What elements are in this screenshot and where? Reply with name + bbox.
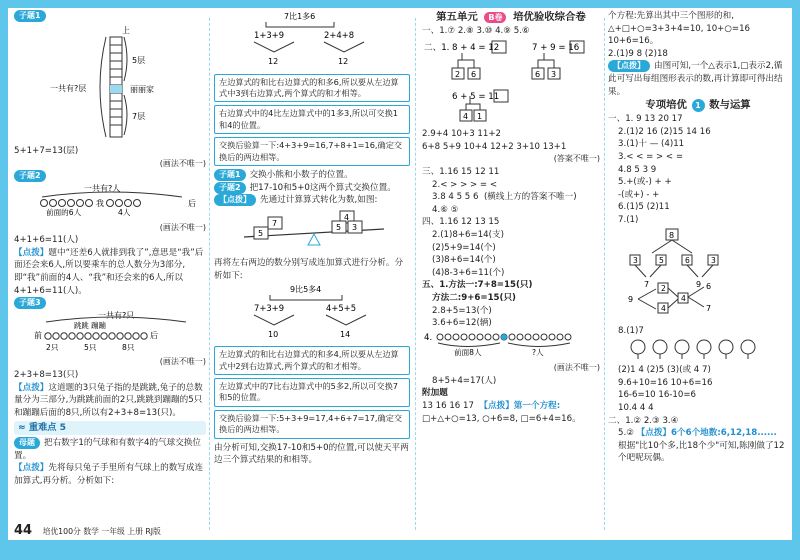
ans-a5: 4.8 5 3 9 — [618, 164, 657, 175]
apple-trees — [608, 338, 788, 360]
answer-q3-3: 3.8 4 5 5 6 (横线上方的答案不唯一) — [432, 192, 577, 203]
floor7-label: 7层 — [132, 111, 146, 121]
section-number-badge: 1 — [692, 99, 705, 112]
column-4 — [608, 10, 788, 538]
block-5b: 5 — [336, 222, 342, 232]
left-sum-2: 10 — [268, 329, 279, 339]
answer-q3-4: 4.⑥ ⑤ — [432, 204, 459, 215]
tip-2: 【点拨】这道题的3只兔子指的是跳跳,兔子的总数量分为三部分,为跳跳前面的2只,跳跳到蹦蹦的5只和蹦蹦后面的8只,所以有2+3+8=13(只)。 — [14, 382, 203, 418]
note-box-3: 交换后验算一下:4+3+9=16,7+8+1=16,确定交换后的两边相等。 — [214, 137, 410, 166]
ans-a10: 8.(1)7 — [618, 326, 644, 337]
seg-b-label: 5只 — [84, 342, 97, 352]
floor5-label: 5层 — [132, 55, 146, 65]
seg-a-label: 2只 — [46, 342, 59, 352]
ans-b3: 根据"比10个多,比18个少"可知,陈刚做了12个吧呢玩偶。 — [618, 440, 785, 464]
unit-title-text: 第五单元 — [436, 11, 478, 23]
svg-text:3: 3 — [551, 69, 557, 79]
answer-q4-5: (4)8-3+6=11(个) — [432, 267, 505, 278]
column-separator — [209, 18, 210, 530]
answer-q4-2: 2.(1)8+6=14(支) — [432, 229, 504, 240]
ans-a2: 2.(1)2 16 (2)15 14 16 — [618, 126, 711, 137]
svg-text:2: 2 — [455, 69, 461, 79]
note-box-1: 左边算式的和比右边算式的和多6,所以要从左边算式中3到右边算式,两个算式的和才相等。 — [214, 74, 410, 103]
right-sum-2: 14 — [340, 329, 351, 339]
mother-question: 母题 把右数字1的气球和有数字4的气球交换位置。 — [14, 438, 202, 461]
subtopic-1-tag: 子题1 — [14, 10, 46, 22]
page-number: 44 — [14, 523, 33, 538]
total-people-label: 一共有?人 — [84, 183, 121, 193]
svg-text:6: 6 — [471, 69, 477, 79]
back-label: ?人 — [532, 347, 544, 357]
col4-p2: △+□+○=3+3+4=10, 10+○=16 — [608, 23, 751, 34]
paper-badge: B卷 — [484, 12, 506, 23]
col4-p3: 10+6=16。 — [608, 36, 659, 47]
ans-a14: 10.4 4 4 — [618, 403, 654, 414]
top-label: 上 — [122, 25, 130, 35]
queue-diagram — [14, 183, 204, 217]
svg-text:4: 4 — [463, 111, 469, 121]
answer-q4-4: (3)8+6=14(个) — [432, 255, 496, 266]
left-expression-2: 7+3+9 — [254, 302, 285, 313]
number-tree-diagram — [608, 227, 788, 321]
decompose-eq-1: 8 + 4 = 12 — [452, 42, 500, 53]
unit-subtitle: 培优验收综合卷 — [513, 11, 586, 23]
column-2 — [214, 10, 410, 538]
workbook-page — [8, 8, 792, 540]
subtopic-2-tag: 子题2 — [14, 170, 46, 182]
svg-text:4: 4 — [661, 303, 666, 313]
right-expression-2: 4+5+5 — [326, 302, 357, 313]
decompose-eq-3: 6 + 5 = 11 — [452, 91, 500, 102]
balance-diagram-1 — [214, 10, 410, 66]
back-people-label: 4人 — [118, 207, 131, 217]
eq-1: 5+1+7=13(层) — [14, 146, 79, 157]
footer-text: 培优100分 数学 一年级 上册 RJ版 — [42, 527, 161, 536]
ans-a8: 6.(1)5 (2)11 — [618, 202, 670, 213]
answer-q5-eq: 8+5+4=17(人) — [432, 375, 497, 386]
answer-q5-4: 3.6+6=12(辆) — [432, 318, 492, 329]
svg-text:二、1.: 二、1. — [424, 42, 450, 53]
svg-text:7: 7 — [706, 303, 712, 313]
subtopic-3-tag: 子题3 — [14, 297, 46, 309]
eq-2: 4+1+6=11(人) — [14, 235, 79, 246]
col4-tip: 【点拨】 由图可知,一个△表示1,□表示2,循此可写出每组图形表示的数,再计算即可得出结果。 — [608, 61, 783, 97]
subtopic-2b-text: 把17-10和5+0这两个算式交换位置。 — [249, 182, 396, 193]
tail-label: 后 — [188, 198, 196, 208]
final-text: 由分析可知,交换17-10和5+0的位置,可以使天平两边三个算式结果的和相等。 — [214, 442, 409, 466]
extra-label: 附加题 — [422, 388, 448, 399]
subtopic-1b-text: 交换小熊和小数子的位置。 — [249, 170, 353, 181]
lili-floor — [110, 85, 122, 93]
focus-header: ≈ 重难点 5 — [14, 421, 206, 435]
svg-text:4: 4 — [681, 293, 686, 303]
compare-label-1: 7比1多6 — [284, 12, 316, 21]
front-8-label: 前面8人 — [454, 347, 482, 357]
answer-q5-2: 方法二:9+6=15(只) — [432, 292, 516, 303]
block-4: 4 — [344, 212, 350, 222]
svg-text:3: 3 — [711, 255, 716, 265]
right-sum-1: 12 — [338, 57, 349, 66]
seg-c-label: 8只 — [122, 342, 135, 352]
lili-label: 丽丽家 — [130, 84, 154, 94]
column-separator — [415, 18, 416, 530]
ans-b2: 5.② 【点拨】6个6个地数:6,12,18...... — [618, 428, 777, 439]
tip-1: 【点拨】题中“还差6人就排到我了”,意思是“我”后面还会来6人,所以要乘车的总人数分为3部分,即“我”前面的4人、“我”和还会来的6人,所以4+1+6=11(人)。 — [14, 247, 204, 296]
col4-p4: 2.(1)9 8 (2)18 — [608, 48, 668, 59]
svg-text:9: 9 — [696, 279, 702, 289]
tip-4: 【点拨】 先通过计算算式转化为数,如图: — [214, 194, 410, 207]
special-section-text: 专项培优 — [645, 99, 687, 112]
rabbit-diagram — [14, 310, 204, 352]
ans-a12: 9.6+10=16 10+6=16 — [618, 377, 713, 388]
decompose-diagrams — [422, 38, 600, 124]
svg-text:9: 9 — [628, 294, 634, 304]
ans-a1: 一、1. 9 13 20 17 — [608, 114, 683, 125]
note-1: (画法不唯一) — [159, 158, 206, 168]
ans-a13: 16-6=10 16-10=6 — [618, 390, 697, 401]
special-section-sub: 数与运算 — [709, 99, 751, 112]
front-people-label: 前面的6人 — [46, 207, 82, 217]
svg-text:6: 6 — [685, 255, 690, 265]
svg-text:7: 7 — [644, 279, 650, 289]
svg-text:6: 6 — [535, 69, 541, 79]
decompose-eq-2: 7 + 9 = 16 — [532, 42, 580, 53]
tip-3: 【点拨】先将每只兔子手里所有气球上的数写成连加算式,再分析。分析如下: — [14, 463, 204, 487]
column-1 — [14, 10, 206, 538]
answer-q2-3: 6+8 5+9 10+4 12+2 3+10 13+1 — [422, 141, 567, 152]
note-q3: (横线上方的答案不唯一) — [483, 192, 577, 203]
people-line-diagram — [422, 330, 600, 358]
note-2: (画法不唯一) — [159, 222, 206, 232]
front-label: 前 — [34, 330, 42, 340]
note-box-2: 右边算式中的4比左边算式中的1多3,所以可交换1和4的位置。 — [214, 105, 410, 134]
ans-a9: 7.(1) — [618, 214, 639, 225]
ans-a3: 3.(1)十 — (4)11 — [618, 139, 685, 150]
subtopic-1b-tag: 子题1 — [214, 169, 246, 181]
answer-q5-1: 五、1.方法一:7+8=15(只) — [422, 280, 533, 291]
page-footer — [14, 523, 161, 538]
ans-a6: 5.+(或-) + + — [618, 177, 672, 188]
ans-a7: -(或+) - + — [618, 189, 660, 200]
jump-label: 跳跳 蹦蹦 — [74, 320, 106, 330]
me-label: 我 — [96, 198, 104, 208]
svg-text:5: 5 — [659, 255, 664, 265]
left-sum-1: 12 — [268, 57, 279, 66]
block-5: 5 — [258, 228, 264, 238]
special-section-title — [608, 98, 788, 113]
balance-diagram-2 — [214, 207, 410, 253]
balance-diagram-3 — [214, 283, 410, 339]
answer-q4-3: (2)5+9=14(个) — [432, 242, 496, 253]
col4-p1: 个方程:先算出其中三个图形的和, — [608, 11, 734, 21]
svg-text:1: 1 — [477, 111, 483, 121]
extra-answer: 13 16 16 17 【点拨】第一个方程: — [422, 401, 561, 412]
answer-q5-3: 2.8+5=13(个) — [432, 305, 492, 316]
column-separator — [604, 18, 605, 530]
block-7: 7 — [272, 218, 278, 228]
compare-label-2: 9比5多4 — [290, 284, 322, 294]
svg-text:6: 6 — [706, 281, 712, 291]
note-box-5: 左边算式中的7比右边算式中的5多2,所以可交换7和5的位置。 — [214, 378, 410, 407]
note-q2: (答案不唯一) — [553, 154, 600, 164]
column-3 — [422, 10, 600, 538]
answer-q1: 一、1.⑦ 2.⑧ 3.⑩ 4.⑨ 5.⑥ — [422, 26, 530, 36]
note-box-4: 左边算式的和比右边算式的和多4,所以要从左边算式中2到右边算式,两个算式的和才相等。 — [214, 346, 410, 375]
answer-q2-2: 2.9+4 10+3 11+2 — [422, 129, 502, 140]
svg-text:8: 8 — [669, 230, 675, 240]
note-3: (画法不唯一) — [159, 357, 206, 367]
ans-a11: (2)1 4 (2)5 (3)(或 4 7) — [618, 365, 711, 376]
block-3: 3 — [352, 222, 358, 232]
svg-text:2: 2 — [661, 283, 666, 293]
ans-b1: 二、1.② 2.③ 3.④ — [608, 415, 679, 426]
right-expression-1: 2+4+8 — [324, 30, 355, 40]
answer-q4-1: 四、1.16 12 13 15 — [422, 217, 500, 228]
eq-3: 2+3+8=13(只) — [14, 369, 79, 380]
left-expression-1: 1+3+9 — [254, 30, 285, 40]
answer-q3-1: 三、1.16 15 12 11 — [422, 166, 500, 177]
analysis-text: 再将左右两边的数分别写成连加算式进行分析。分析如下: — [214, 258, 404, 281]
note-box-6: 交换后验算一下:5+3+9=17,4+6+7=17,确定交换后的两边相等。 — [214, 410, 410, 439]
svg-text:4.: 4. — [424, 332, 433, 343]
unit-title — [422, 10, 600, 25]
answer-q3-2: 2.< > > > = < — [432, 179, 498, 190]
extra-equation: □+△+○=13, ○+6=8, □=6+4=16。 — [422, 413, 581, 424]
ans-a4: 3.< < = > < = — [618, 151, 684, 162]
total-rabbits-label: 一共有?只 — [98, 310, 135, 320]
total-floors-question: 一共有?层 — [50, 83, 87, 93]
building-diagram — [14, 23, 204, 141]
svg-text:3: 3 — [633, 255, 638, 265]
back-label: 后 — [150, 330, 158, 340]
note-q5: (画法不唯一) — [553, 363, 600, 373]
subtopic-2b-tag: 子题2 — [214, 182, 246, 194]
